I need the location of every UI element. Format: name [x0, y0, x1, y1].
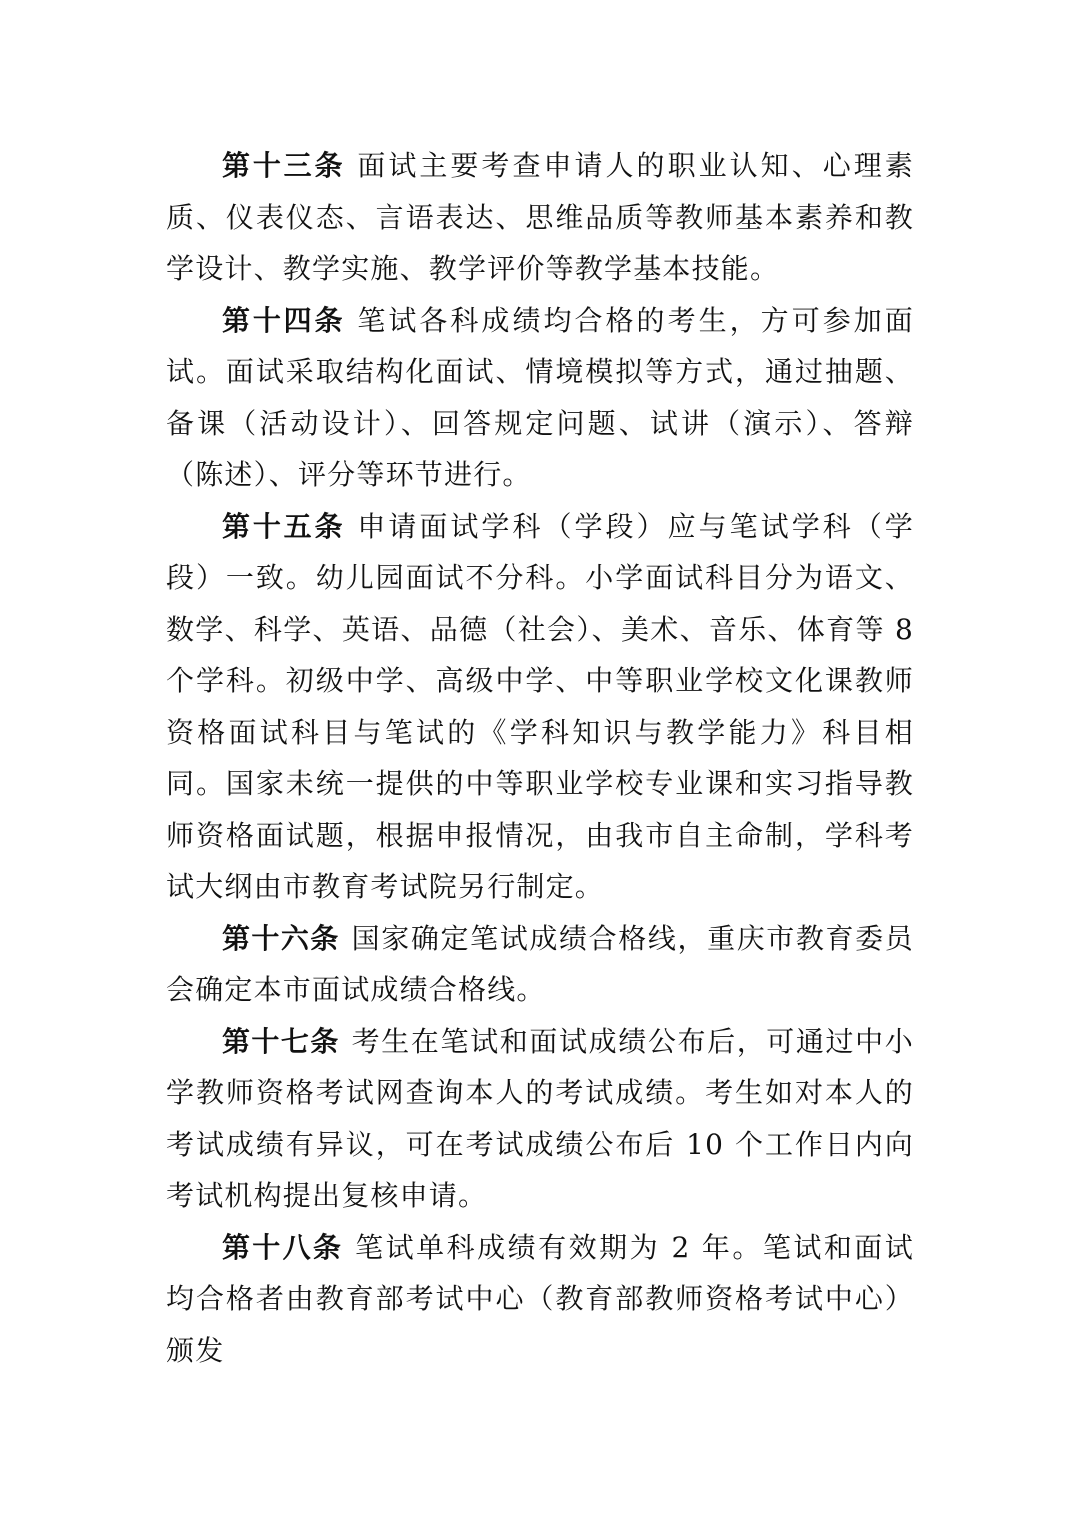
article-text: 考生在笔试和面试成绩公布后，可通过中小学教师资格考试网查询本人的考试成绩。考生如对本人的考试成绩有异议，可在考试成绩公布后 10 个工作日内向考试机构提出复核申请。: [166, 1024, 914, 1212]
article-title: 第十八条: [222, 1230, 344, 1264]
document-body: [166, 140, 914, 1376]
article-text: 申请面试学科（学段）应与笔试学科（学段）一致。幼儿园面试不分科。小学面试科目分为语文、数学、科学、英语、品德（社会）、美术、音乐、体育等 8 个学科。初级中学、高级中学、中等职业学校文化课教师资格面试科目与笔试的《学科知识与教学能力》科目相同。国家未统一提供的中等职业学校专业课和实习指导教师资格面试题，根据申报情况，由我市自主命制，学科考试大纲由市教育考试院另行制定。: [166, 509, 914, 903]
article-text: 笔试各科成绩均合格的考生，方可参加面试。面试采取结构化面试、情境模拟等方式，通过抽题、备课（活动设计）、回答规定问题、试讲（演示）、答辩（陈述）、评分等环节进行。: [166, 303, 914, 491]
article-text: 面试主要考查申请人的职业认知、心理素质、仪表仪态、言语表达、思维品质等教师基本素养和教学设计、教学实施、教学评价等教学基本技能。: [166, 149, 914, 285]
article-text: 国家确定笔试成绩合格线，重庆市教育委员会确定本市面试成绩合格线。: [166, 921, 914, 1006]
article-17: [166, 1016, 914, 1222]
article-title: 第十七条: [222, 1024, 340, 1058]
article-13: [166, 140, 914, 295]
article-title: 第十三条: [222, 149, 346, 182]
article-15: [166, 501, 914, 913]
article-title: 第十四条: [222, 303, 346, 337]
article-text: 笔试单科成绩有效期为 2 年。笔试和面试均合格者由教育部考试中心（教育部教师资格考试中心）颁发: [166, 1230, 914, 1367]
article-18: [166, 1222, 914, 1377]
article-title: 第十六条: [222, 921, 340, 955]
article-16: [166, 913, 914, 1016]
article-14: [166, 295, 914, 501]
article-title: 第十五条: [222, 509, 346, 543]
